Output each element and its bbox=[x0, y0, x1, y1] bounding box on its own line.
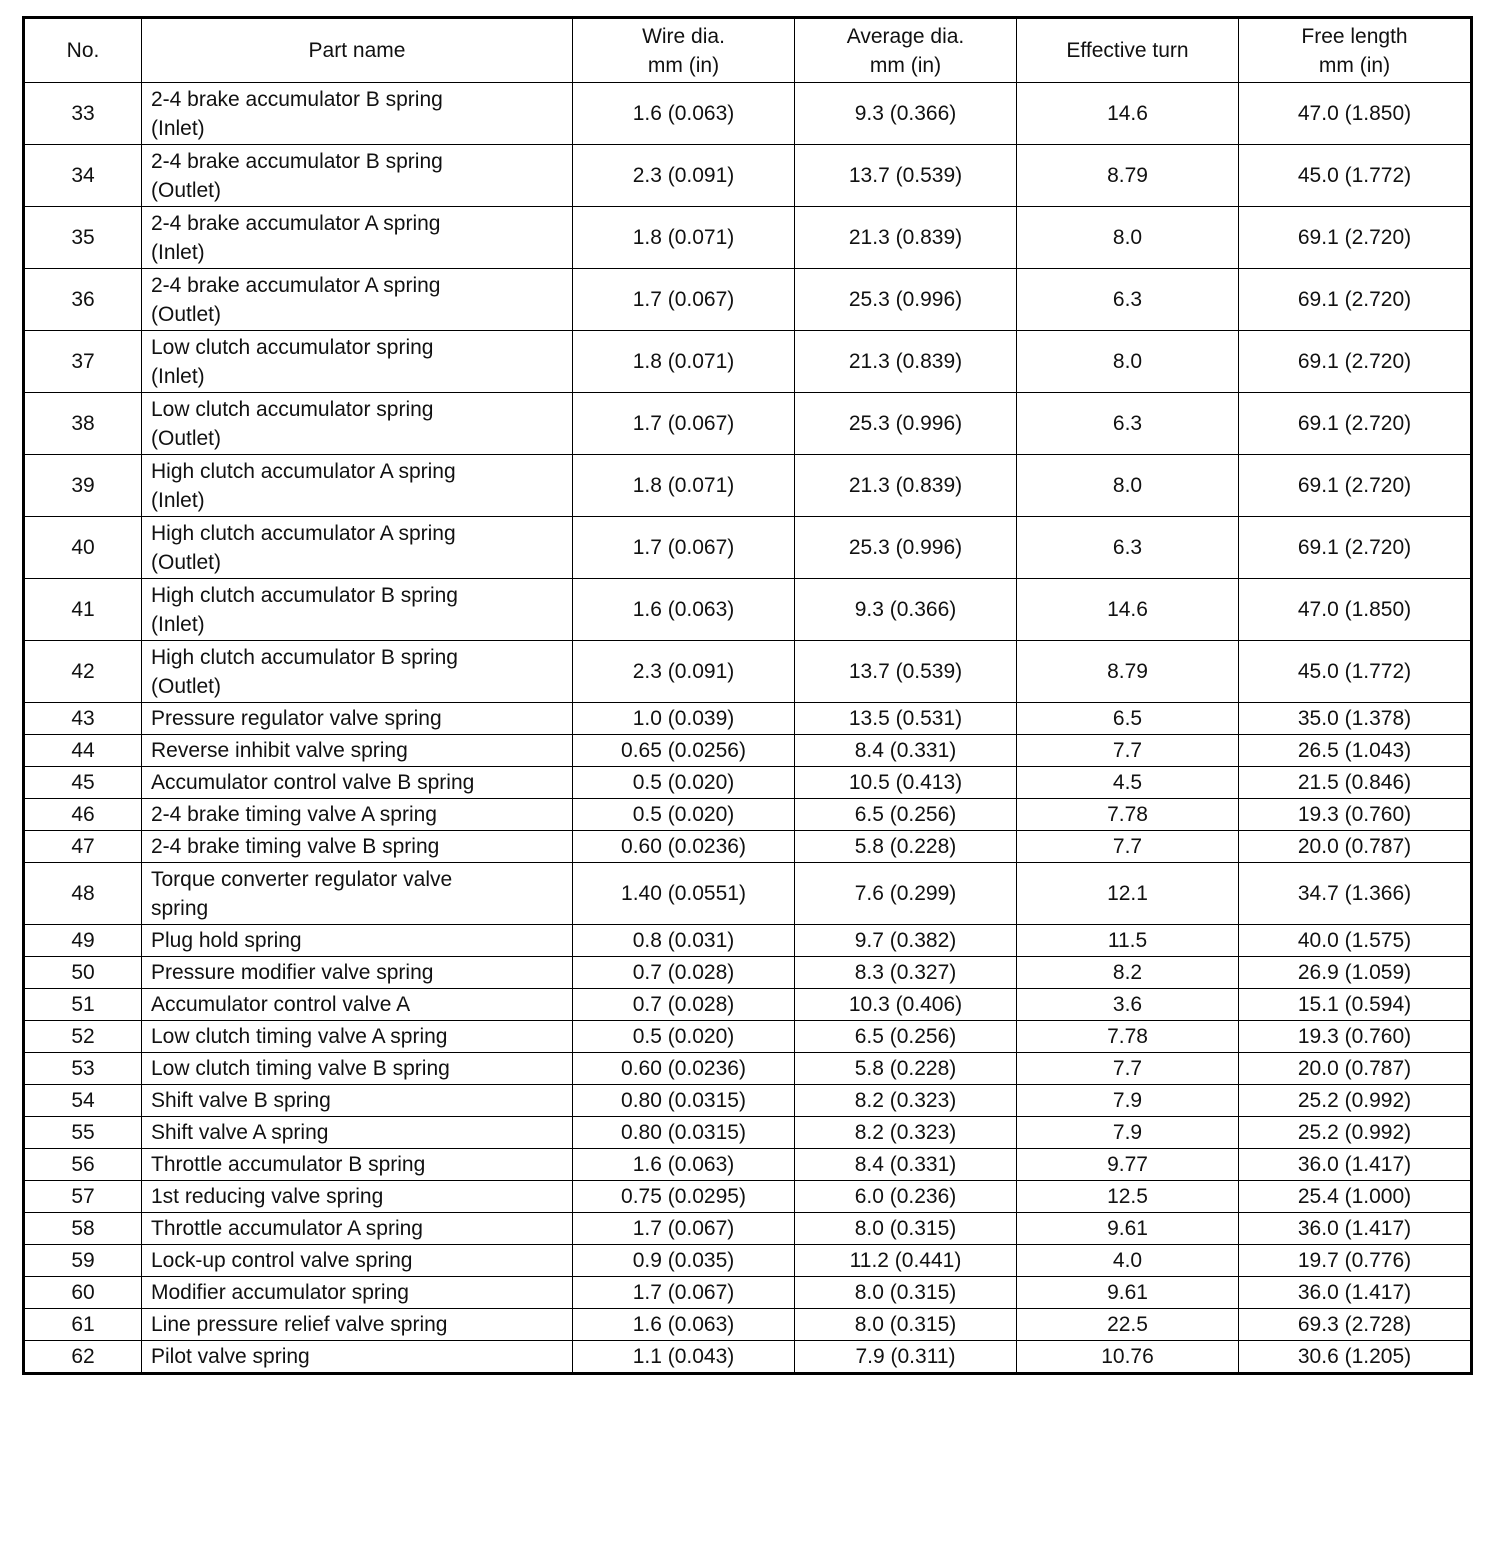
cell-part-name bbox=[142, 1341, 573, 1374]
cell-free-length: 36.0 (1.417) bbox=[1239, 1213, 1472, 1245]
cell-no: 35 bbox=[24, 207, 142, 269]
header-wire-dia bbox=[573, 18, 795, 83]
cell-wire-dia: 0.5 (0.020) bbox=[573, 1021, 795, 1053]
cell-effective-turn: 6.5 bbox=[1017, 703, 1239, 735]
cell-effective-turn: 7.9 bbox=[1017, 1085, 1239, 1117]
table-row bbox=[24, 831, 1472, 863]
cell-free-length: 36.0 (1.417) bbox=[1239, 1149, 1472, 1181]
cell-no: 49 bbox=[24, 925, 142, 957]
cell-effective-turn: 6.3 bbox=[1017, 393, 1239, 455]
table-row bbox=[24, 1245, 1472, 1277]
part-name-line2: (Outlet) bbox=[151, 426, 222, 450]
cell-average-dia: 8.3 (0.327) bbox=[795, 957, 1017, 989]
cell-wire-dia: 1.7 (0.067) bbox=[573, 1213, 795, 1245]
part-name-line1: Throttle accumulator A spring bbox=[151, 1217, 423, 1240]
cell-effective-turn: 8.0 bbox=[1017, 207, 1239, 269]
header-part-name: Part name bbox=[142, 18, 573, 83]
cell-wire-dia: 1.7 (0.067) bbox=[573, 517, 795, 579]
cell-free-length: 30.6 (1.205) bbox=[1239, 1341, 1472, 1374]
cell-effective-turn: 7.7 bbox=[1017, 831, 1239, 863]
cell-average-dia: 8.4 (0.331) bbox=[795, 1149, 1017, 1181]
cell-free-length: 25.4 (1.000) bbox=[1239, 1181, 1472, 1213]
cell-part-name bbox=[142, 957, 573, 989]
cell-effective-turn: 3.6 bbox=[1017, 989, 1239, 1021]
cell-free-length: 45.0 (1.772) bbox=[1239, 145, 1472, 207]
cell-part-name bbox=[142, 1117, 573, 1149]
part-name-line2: (Outlet) bbox=[151, 550, 222, 574]
part-name-line1: Lock-up control valve spring bbox=[151, 1249, 413, 1272]
cell-no: 62 bbox=[24, 1341, 142, 1374]
header-free-length-line1: Free length bbox=[1301, 24, 1408, 48]
header-row bbox=[24, 18, 1472, 83]
cell-average-dia: 8.0 (0.315) bbox=[795, 1213, 1017, 1245]
part-name-line1: Low clutch timing valve B spring bbox=[151, 1057, 450, 1080]
cell-part-name bbox=[142, 863, 573, 925]
cell-no: 40 bbox=[24, 517, 142, 579]
cell-effective-turn: 8.0 bbox=[1017, 331, 1239, 393]
part-name-line1: Accumulator control valve A bbox=[151, 993, 411, 1016]
cell-average-dia: 8.4 (0.331) bbox=[795, 735, 1017, 767]
cell-free-length: 19.3 (0.760) bbox=[1239, 1021, 1472, 1053]
part-name-line1: 2-4 brake timing valve B spring bbox=[151, 835, 440, 858]
cell-wire-dia: 1.8 (0.071) bbox=[573, 331, 795, 393]
cell-free-length: 69.1 (2.720) bbox=[1239, 207, 1472, 269]
cell-effective-turn: 14.6 bbox=[1017, 83, 1239, 145]
cell-no: 47 bbox=[24, 831, 142, 863]
cell-average-dia: 6.5 (0.256) bbox=[795, 1021, 1017, 1053]
part-name-line1: 1st reducing valve spring bbox=[151, 1185, 384, 1208]
cell-no: 42 bbox=[24, 641, 142, 703]
table-row bbox=[24, 1277, 1472, 1309]
cell-wire-dia: 1.8 (0.071) bbox=[573, 207, 795, 269]
cell-wire-dia: 0.65 (0.0256) bbox=[573, 735, 795, 767]
cell-effective-turn: 8.0 bbox=[1017, 455, 1239, 517]
cell-no: 36 bbox=[24, 269, 142, 331]
cell-effective-turn: 22.5 bbox=[1017, 1309, 1239, 1341]
cell-free-length: 26.5 (1.043) bbox=[1239, 735, 1472, 767]
cell-free-length: 21.5 (0.846) bbox=[1239, 767, 1472, 799]
table-row bbox=[24, 1085, 1472, 1117]
cell-no: 56 bbox=[24, 1149, 142, 1181]
part-name-line1: Pilot valve spring bbox=[151, 1345, 310, 1368]
cell-no: 60 bbox=[24, 1277, 142, 1309]
spring-spec-table bbox=[22, 16, 1473, 1375]
table-row bbox=[24, 579, 1472, 641]
part-name-line1: Accumulator control valve B spring bbox=[151, 771, 475, 794]
part-name-line2: (Inlet) bbox=[151, 364, 205, 388]
cell-no: 43 bbox=[24, 703, 142, 735]
cell-part-name bbox=[142, 799, 573, 831]
cell-effective-turn: 9.61 bbox=[1017, 1213, 1239, 1245]
cell-wire-dia: 1.6 (0.063) bbox=[573, 83, 795, 145]
cell-no: 61 bbox=[24, 1309, 142, 1341]
cell-free-length: 69.1 (2.720) bbox=[1239, 517, 1472, 579]
cell-free-length: 20.0 (0.787) bbox=[1239, 831, 1472, 863]
cell-wire-dia: 1.7 (0.067) bbox=[573, 1277, 795, 1309]
cell-part-name bbox=[142, 1277, 573, 1309]
table-row bbox=[24, 1309, 1472, 1341]
table-row bbox=[24, 925, 1472, 957]
cell-no: 50 bbox=[24, 957, 142, 989]
table-row bbox=[24, 1021, 1472, 1053]
cell-part-name bbox=[142, 1309, 573, 1341]
cell-part-name bbox=[142, 831, 573, 863]
cell-no: 45 bbox=[24, 767, 142, 799]
part-name-line1: High clutch accumulator B spring bbox=[151, 583, 458, 607]
table-row bbox=[24, 799, 1472, 831]
header-wire-dia-line2: mm (in) bbox=[647, 53, 720, 77]
cell-no: 54 bbox=[24, 1085, 142, 1117]
cell-average-dia: 8.0 (0.315) bbox=[795, 1309, 1017, 1341]
table-row bbox=[24, 145, 1472, 207]
header-average-dia-line2: mm (in) bbox=[869, 53, 942, 77]
header-free-length-line2: mm (in) bbox=[1318, 53, 1391, 77]
cell-free-length: 19.3 (0.760) bbox=[1239, 799, 1472, 831]
table-row bbox=[24, 1149, 1472, 1181]
part-name-line1: Pressure modifier valve spring bbox=[151, 961, 434, 984]
cell-average-dia: 8.0 (0.315) bbox=[795, 1277, 1017, 1309]
cell-wire-dia: 0.7 (0.028) bbox=[573, 957, 795, 989]
cell-no: 58 bbox=[24, 1213, 142, 1245]
cell-no: 55 bbox=[24, 1117, 142, 1149]
table-row bbox=[24, 1213, 1472, 1245]
cell-free-length: 69.3 (2.728) bbox=[1239, 1309, 1472, 1341]
cell-free-length: 69.1 (2.720) bbox=[1239, 331, 1472, 393]
cell-effective-turn: 8.2 bbox=[1017, 957, 1239, 989]
cell-free-length: 36.0 (1.417) bbox=[1239, 1277, 1472, 1309]
cell-wire-dia: 2.3 (0.091) bbox=[573, 641, 795, 703]
cell-part-name bbox=[142, 517, 573, 579]
table-row bbox=[24, 269, 1472, 331]
cell-average-dia: 6.0 (0.236) bbox=[795, 1181, 1017, 1213]
cell-free-length: 45.0 (1.772) bbox=[1239, 641, 1472, 703]
cell-part-name bbox=[142, 83, 573, 145]
part-name-line1: Throttle accumulator B spring bbox=[151, 1153, 426, 1176]
cell-average-dia: 25.3 (0.996) bbox=[795, 517, 1017, 579]
cell-free-length: 40.0 (1.575) bbox=[1239, 925, 1472, 957]
cell-free-length: 19.7 (0.776) bbox=[1239, 1245, 1472, 1277]
table-row bbox=[24, 735, 1472, 767]
part-name-line1: High clutch accumulator A spring bbox=[151, 459, 456, 483]
cell-part-name bbox=[142, 393, 573, 455]
cell-average-dia: 13.7 (0.539) bbox=[795, 145, 1017, 207]
header-average-dia bbox=[795, 18, 1017, 83]
table-row bbox=[24, 83, 1472, 145]
table-row bbox=[24, 1181, 1472, 1213]
cell-effective-turn: 6.3 bbox=[1017, 269, 1239, 331]
cell-wire-dia: 1.6 (0.063) bbox=[573, 1309, 795, 1341]
cell-part-name bbox=[142, 145, 573, 207]
part-name-line1: High clutch accumulator B spring bbox=[151, 645, 458, 669]
cell-effective-turn: 6.3 bbox=[1017, 517, 1239, 579]
cell-no: 38 bbox=[24, 393, 142, 455]
cell-part-name bbox=[142, 579, 573, 641]
cell-average-dia: 21.3 (0.839) bbox=[795, 207, 1017, 269]
part-name-line2: (Outlet) bbox=[151, 302, 222, 326]
cell-wire-dia: 0.5 (0.020) bbox=[573, 767, 795, 799]
cell-effective-turn: 7.7 bbox=[1017, 735, 1239, 767]
cell-part-name bbox=[142, 455, 573, 517]
table-row bbox=[24, 863, 1472, 925]
cell-average-dia: 10.5 (0.413) bbox=[795, 767, 1017, 799]
cell-free-length: 20.0 (0.787) bbox=[1239, 1053, 1472, 1085]
table-body bbox=[24, 83, 1472, 1374]
cell-wire-dia: 1.7 (0.067) bbox=[573, 393, 795, 455]
cell-no: 41 bbox=[24, 579, 142, 641]
part-name-line1: 2-4 brake accumulator A spring bbox=[151, 273, 441, 297]
cell-no: 48 bbox=[24, 863, 142, 925]
cell-wire-dia: 1.40 (0.0551) bbox=[573, 863, 795, 925]
cell-average-dia: 9.7 (0.382) bbox=[795, 925, 1017, 957]
cell-no: 37 bbox=[24, 331, 142, 393]
cell-average-dia: 25.3 (0.996) bbox=[795, 269, 1017, 331]
cell-average-dia: 10.3 (0.406) bbox=[795, 989, 1017, 1021]
cell-effective-turn: 12.5 bbox=[1017, 1181, 1239, 1213]
cell-wire-dia: 0.60 (0.0236) bbox=[573, 831, 795, 863]
cell-effective-turn: 4.5 bbox=[1017, 767, 1239, 799]
cell-average-dia: 21.3 (0.839) bbox=[795, 331, 1017, 393]
cell-free-length: 35.0 (1.378) bbox=[1239, 703, 1472, 735]
cell-wire-dia: 0.80 (0.0315) bbox=[573, 1085, 795, 1117]
part-name-line1: Shift valve B spring bbox=[151, 1089, 331, 1112]
cell-effective-turn: 7.7 bbox=[1017, 1053, 1239, 1085]
cell-part-name bbox=[142, 641, 573, 703]
cell-wire-dia: 0.5 (0.020) bbox=[573, 799, 795, 831]
cell-free-length: 47.0 (1.850) bbox=[1239, 579, 1472, 641]
cell-effective-turn: 4.0 bbox=[1017, 1245, 1239, 1277]
part-name-line2: (Inlet) bbox=[151, 612, 205, 636]
part-name-line2: (Inlet) bbox=[151, 488, 205, 512]
cell-no: 39 bbox=[24, 455, 142, 517]
cell-wire-dia: 2.3 (0.091) bbox=[573, 145, 795, 207]
cell-free-length: 69.1 (2.720) bbox=[1239, 455, 1472, 517]
cell-no: 46 bbox=[24, 799, 142, 831]
cell-average-dia: 25.3 (0.996) bbox=[795, 393, 1017, 455]
cell-part-name bbox=[142, 735, 573, 767]
header-no: No. bbox=[24, 18, 142, 83]
part-name-line1: 2-4 brake accumulator A spring bbox=[151, 211, 441, 235]
cell-average-dia: 5.8 (0.228) bbox=[795, 1053, 1017, 1085]
cell-no: 34 bbox=[24, 145, 142, 207]
cell-part-name bbox=[142, 703, 573, 735]
table-row bbox=[24, 517, 1472, 579]
table-row bbox=[24, 957, 1472, 989]
cell-average-dia: 21.3 (0.839) bbox=[795, 455, 1017, 517]
cell-free-length: 47.0 (1.850) bbox=[1239, 83, 1472, 145]
part-name-line1: Line pressure relief valve spring bbox=[151, 1313, 448, 1336]
cell-effective-turn: 10.76 bbox=[1017, 1341, 1239, 1374]
part-name-line2: (Outlet) bbox=[151, 178, 222, 202]
cell-part-name bbox=[142, 331, 573, 393]
part-name-line1: High clutch accumulator A spring bbox=[151, 521, 456, 545]
table-row bbox=[24, 641, 1472, 703]
cell-average-dia: 7.6 (0.299) bbox=[795, 863, 1017, 925]
cell-part-name bbox=[142, 1245, 573, 1277]
cell-free-length: 69.1 (2.720) bbox=[1239, 393, 1472, 455]
cell-average-dia: 8.2 (0.323) bbox=[795, 1085, 1017, 1117]
cell-effective-turn: 14.6 bbox=[1017, 579, 1239, 641]
cell-effective-turn: 8.79 bbox=[1017, 641, 1239, 703]
part-name-line1: Pressure regulator valve spring bbox=[151, 707, 442, 730]
cell-average-dia: 5.8 (0.228) bbox=[795, 831, 1017, 863]
cell-part-name bbox=[142, 1085, 573, 1117]
cell-part-name bbox=[142, 1053, 573, 1085]
cell-effective-turn: 9.77 bbox=[1017, 1149, 1239, 1181]
cell-wire-dia: 1.8 (0.071) bbox=[573, 455, 795, 517]
table-row bbox=[24, 207, 1472, 269]
cell-effective-turn: 8.79 bbox=[1017, 145, 1239, 207]
cell-part-name bbox=[142, 767, 573, 799]
cell-no: 57 bbox=[24, 1181, 142, 1213]
part-name-line1: Low clutch accumulator spring bbox=[151, 397, 434, 421]
cell-free-length: 25.2 (0.992) bbox=[1239, 1117, 1472, 1149]
cell-average-dia: 9.3 (0.366) bbox=[795, 579, 1017, 641]
cell-effective-turn: 7.78 bbox=[1017, 1021, 1239, 1053]
cell-part-name bbox=[142, 207, 573, 269]
cell-no: 51 bbox=[24, 989, 142, 1021]
table-row bbox=[24, 331, 1472, 393]
header-wire-dia-line1: Wire dia. bbox=[642, 24, 725, 48]
cell-average-dia: 9.3 (0.366) bbox=[795, 83, 1017, 145]
table-row bbox=[24, 1053, 1472, 1085]
part-name-line1: Low clutch accumulator spring bbox=[151, 335, 434, 359]
header-average-dia-line1: Average dia. bbox=[846, 24, 965, 48]
cell-wire-dia: 1.6 (0.063) bbox=[573, 579, 795, 641]
table-row bbox=[24, 393, 1472, 455]
cell-wire-dia: 1.7 (0.067) bbox=[573, 269, 795, 331]
part-name-line1: 2-4 brake accumulator B spring bbox=[151, 149, 443, 173]
cell-effective-turn: 9.61 bbox=[1017, 1277, 1239, 1309]
cell-part-name bbox=[142, 1149, 573, 1181]
part-name-line1: Modifier accumulator spring bbox=[151, 1281, 409, 1304]
part-name-line1: Plug hold spring bbox=[151, 929, 302, 952]
cell-effective-turn: 11.5 bbox=[1017, 925, 1239, 957]
cell-part-name bbox=[142, 925, 573, 957]
cell-no: 59 bbox=[24, 1245, 142, 1277]
part-name-line1: Low clutch timing valve A spring bbox=[151, 1025, 448, 1048]
cell-wire-dia: 0.7 (0.028) bbox=[573, 989, 795, 1021]
part-name-line1: Reverse inhibit valve spring bbox=[151, 739, 408, 762]
cell-part-name bbox=[142, 269, 573, 331]
cell-no: 53 bbox=[24, 1053, 142, 1085]
cell-free-length: 69.1 (2.720) bbox=[1239, 269, 1472, 331]
part-name-line1: Shift valve A spring bbox=[151, 1121, 329, 1144]
cell-wire-dia: 1.1 (0.043) bbox=[573, 1341, 795, 1374]
cell-no: 33 bbox=[24, 83, 142, 145]
cell-free-length: 34.7 (1.366) bbox=[1239, 863, 1472, 925]
cell-effective-turn: 12.1 bbox=[1017, 863, 1239, 925]
table-row bbox=[24, 989, 1472, 1021]
cell-no: 52 bbox=[24, 1021, 142, 1053]
cell-part-name bbox=[142, 989, 573, 1021]
part-name-line1: 2-4 brake timing valve A spring bbox=[151, 803, 437, 826]
cell-wire-dia: 1.6 (0.063) bbox=[573, 1149, 795, 1181]
table-row bbox=[24, 703, 1472, 735]
cell-part-name bbox=[142, 1181, 573, 1213]
header-effective-turn: Effective turn bbox=[1017, 18, 1239, 83]
cell-no: 44 bbox=[24, 735, 142, 767]
table-row bbox=[24, 455, 1472, 517]
part-name-line2: spring bbox=[151, 896, 209, 920]
table-row bbox=[24, 767, 1472, 799]
part-name-line1: 2-4 brake accumulator B spring bbox=[151, 87, 443, 111]
cell-effective-turn: 7.9 bbox=[1017, 1117, 1239, 1149]
cell-part-name bbox=[142, 1213, 573, 1245]
cell-free-length: 15.1 (0.594) bbox=[1239, 989, 1472, 1021]
part-name-line2: (Inlet) bbox=[151, 116, 205, 140]
cell-wire-dia: 0.80 (0.0315) bbox=[573, 1117, 795, 1149]
cell-free-length: 26.9 (1.059) bbox=[1239, 957, 1472, 989]
table-row bbox=[24, 1117, 1472, 1149]
part-name-line1: Torque converter regulator valve bbox=[151, 867, 453, 891]
cell-average-dia: 13.5 (0.531) bbox=[795, 703, 1017, 735]
cell-wire-dia: 0.75 (0.0295) bbox=[573, 1181, 795, 1213]
table-row bbox=[24, 1341, 1472, 1374]
cell-free-length: 25.2 (0.992) bbox=[1239, 1085, 1472, 1117]
cell-average-dia: 7.9 (0.311) bbox=[795, 1341, 1017, 1374]
cell-effective-turn: 7.78 bbox=[1017, 799, 1239, 831]
part-name-line2: (Inlet) bbox=[151, 240, 205, 264]
cell-part-name bbox=[142, 1021, 573, 1053]
cell-wire-dia: 0.8 (0.031) bbox=[573, 925, 795, 957]
cell-average-dia: 13.7 (0.539) bbox=[795, 641, 1017, 703]
cell-average-dia: 11.2 (0.441) bbox=[795, 1245, 1017, 1277]
cell-wire-dia: 1.0 (0.039) bbox=[573, 703, 795, 735]
cell-wire-dia: 0.60 (0.0236) bbox=[573, 1053, 795, 1085]
cell-average-dia: 8.2 (0.323) bbox=[795, 1117, 1017, 1149]
part-name-line2: (Outlet) bbox=[151, 674, 222, 698]
cell-average-dia: 6.5 (0.256) bbox=[795, 799, 1017, 831]
cell-wire-dia: 0.9 (0.035) bbox=[573, 1245, 795, 1277]
header-free-length bbox=[1239, 18, 1472, 83]
